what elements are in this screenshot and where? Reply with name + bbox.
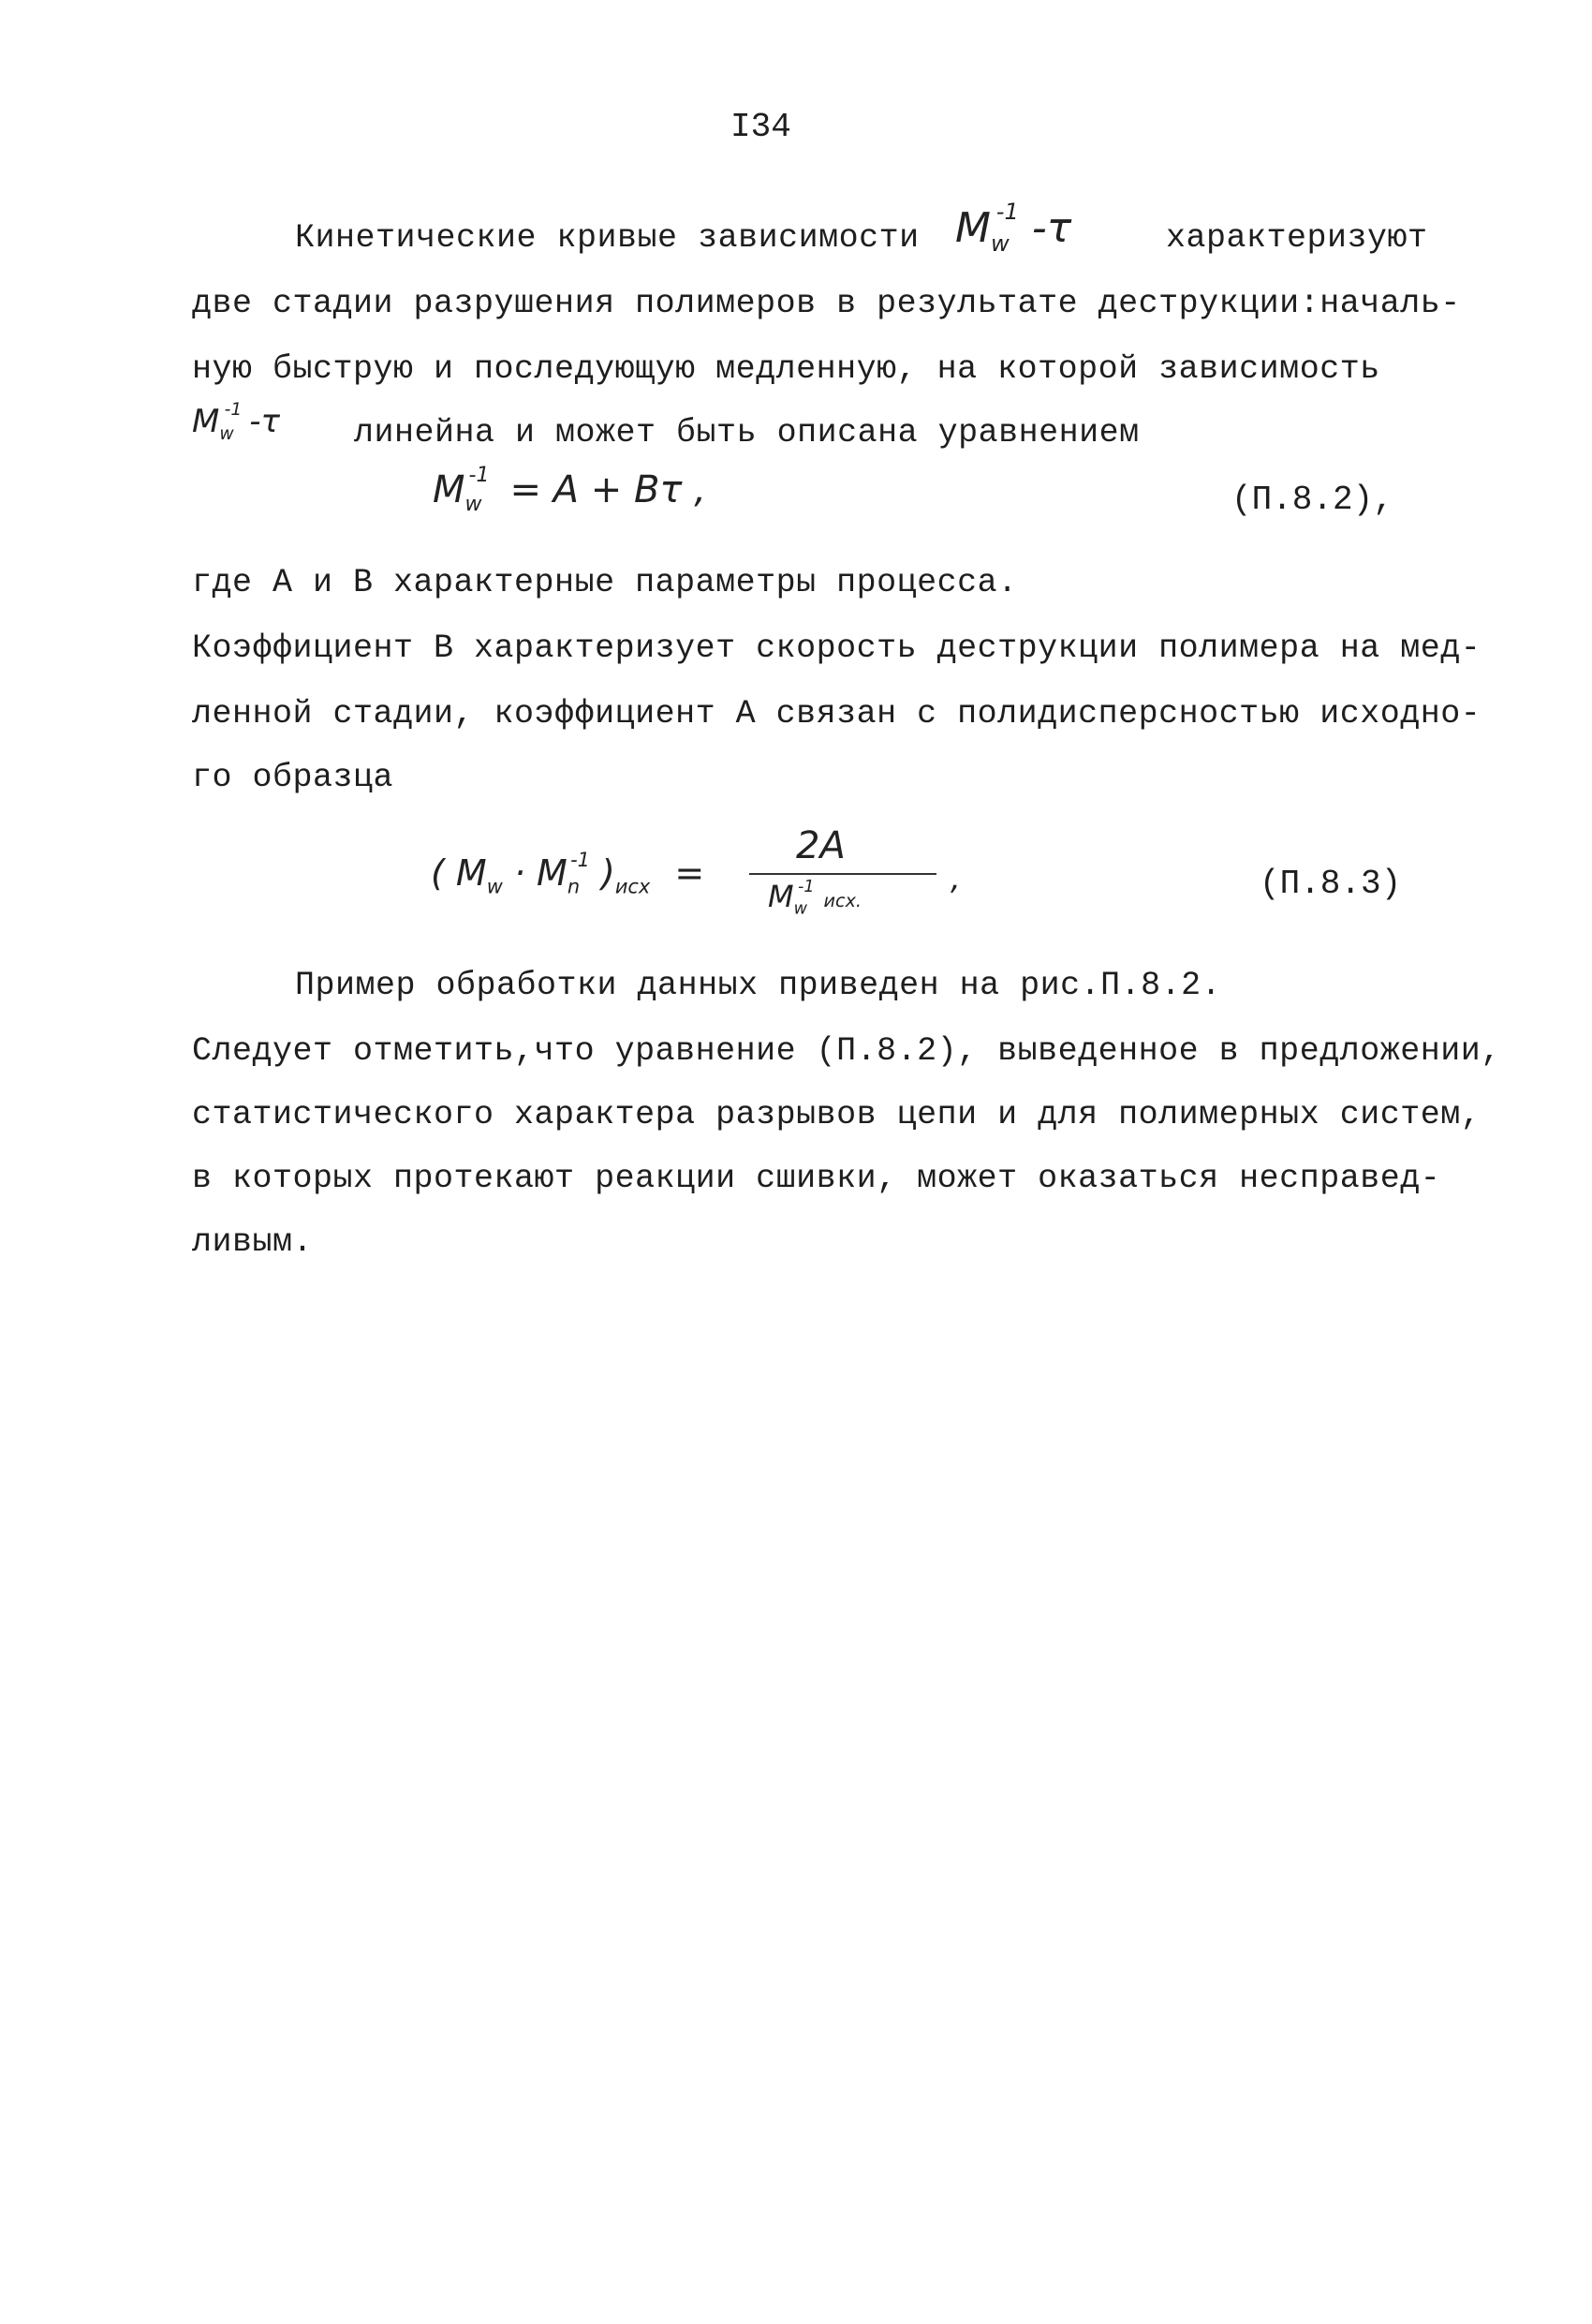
equation-p82: [433, 463, 706, 516]
fraction-denominator-tail: исх.: [823, 890, 862, 911]
paragraph3-line5: ливым.: [192, 1223, 314, 1261]
eq2-equals: =: [674, 852, 705, 894]
paragraph3-line4: в которых протекают реакции сшивки, может оказаться несправед-: [192, 1160, 1441, 1197]
eq2-lhs-sub2: n: [567, 875, 581, 898]
equation-number-p83: (П.8.3): [1260, 865, 1402, 903]
paragraph2-line1: где A и B характерные параметры процесса.: [192, 564, 1018, 601]
fraction-denominator: [768, 879, 862, 918]
fraction-numerator: 2A: [796, 824, 846, 867]
fraction-denominator-sub: w: [793, 899, 807, 919]
paragraph2-line3: ленной стадии, коэффициент A связан с полидисперсностью исходно-: [192, 695, 1481, 733]
paragraph2-line2: Коэффициент B характеризует скорость деструкции полимера на мед-: [192, 629, 1481, 667]
paragraph3-line3: статистического характера разрывов цепи и для полимерных систем,: [192, 1096, 1481, 1133]
page-number: I34: [730, 108, 791, 146]
fraction-denominator-base: M: [768, 879, 794, 914]
paragraph1-line2: две стадии разрушения полимеров в результате деструкции:началь-: [192, 285, 1461, 322]
eq2-lhs-close: ): [589, 852, 615, 894]
paragraph3-line2: Следует отметить,что уравнение (П.8.2), выведенное в предложении,: [192, 1032, 1501, 1070]
eq1-lhs-sub: w: [464, 493, 482, 516]
fraction-comma: ,: [951, 860, 961, 897]
formula-mw-base: M: [955, 204, 991, 252]
equation-number-p82: (П.8.2),: [1231, 481, 1393, 519]
fraction-bar: [749, 873, 936, 875]
formula-mw-tau-1: [955, 199, 1072, 257]
paragraph3-line1: Пример обработки данных приведен на рис.П.8.2.: [295, 967, 1222, 1004]
paragraph1-line1-start: Кинетические кривые зависимости: [295, 219, 920, 257]
eq2-lhs-open: ( M: [431, 852, 487, 894]
eq1-rhs: = A + Bτ ,: [509, 468, 706, 511]
equation-p83-fraction: [749, 824, 974, 927]
paragraph1-line4-text: линейна и может быть описана уравнением: [354, 414, 1140, 451]
formula-mw-sup: -1: [995, 199, 1019, 226]
equation-p83-lhs: [431, 849, 705, 898]
fraction-denominator-sup: -1: [798, 878, 815, 897]
paragraph1-line1-end: характеризуют: [1166, 219, 1428, 257]
formula-mw-sub: w: [219, 423, 234, 444]
paragraph2-line4: го образца: [192, 759, 394, 796]
formula-mw-sub: w: [990, 229, 1010, 257]
eq2-lhs-sub3: исх: [614, 875, 651, 898]
eq2-lhs-sup2: -1: [570, 849, 590, 872]
eq2-lhs-sub1: w: [486, 875, 503, 898]
formula-mw-sup: -1: [224, 399, 243, 420]
eq1-lhs-sup: -1: [468, 463, 490, 487]
eq1-lhs-base: M: [433, 468, 465, 511]
formula-tail: -τ: [249, 403, 281, 440]
paragraph1-line3: ную быструю и последующую медленную, на которой зависимость: [192, 350, 1380, 388]
eq2-lhs-mid: · M: [502, 852, 568, 894]
formula-tail: -τ: [1031, 204, 1072, 252]
formula-mw-base: M: [192, 403, 220, 440]
formula-mw-tau-2: [192, 399, 281, 444]
